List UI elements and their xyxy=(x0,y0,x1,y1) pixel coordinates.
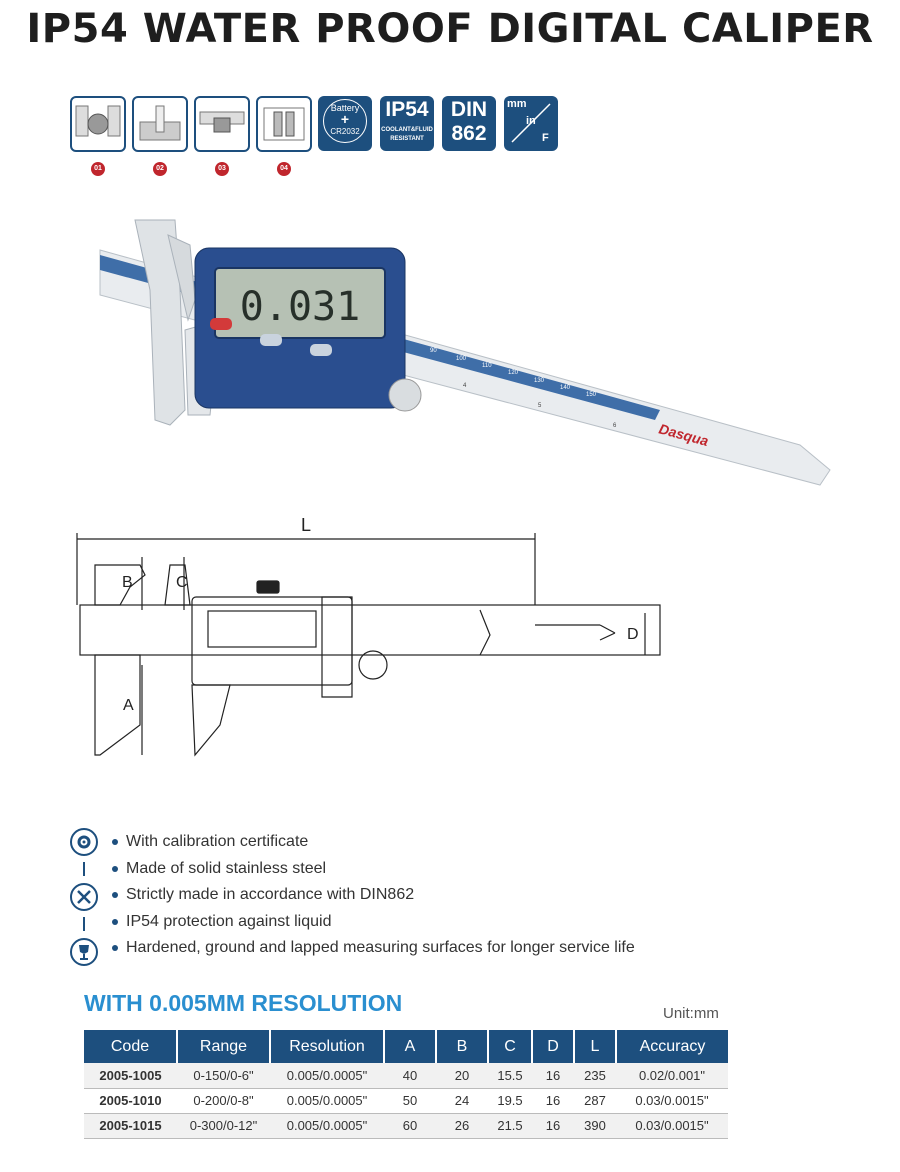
table-cell: 0-150/0-6" xyxy=(177,1063,270,1088)
feature-number: 03 xyxy=(215,162,229,176)
list-item: Made of solid stainless steel xyxy=(110,856,635,883)
badge-text: in xyxy=(526,115,536,127)
scale-mark: 4 xyxy=(463,383,467,389)
scale-mark: 6 xyxy=(613,423,617,429)
table-cell: 2005-1015 xyxy=(84,1113,177,1138)
scale-mark: 150 xyxy=(586,392,597,398)
scale-mark: 140 xyxy=(560,385,571,391)
table-row xyxy=(84,1113,728,1138)
scale-mark: 100 xyxy=(456,356,467,362)
table-cell: 287 xyxy=(574,1088,616,1113)
scale-mark: 90 xyxy=(430,348,437,354)
inside-measurement-icon xyxy=(256,96,312,152)
table-cell: 16 xyxy=(532,1088,574,1113)
table-cell: 0.02/0.001" xyxy=(616,1063,728,1088)
table-header-row xyxy=(84,1030,728,1063)
column-header: L xyxy=(574,1030,616,1063)
table-cell: 0-300/0-12" xyxy=(177,1113,270,1138)
scale-mark: 110 xyxy=(482,363,492,369)
ip54-badge xyxy=(380,96,434,151)
feature-bullet-list xyxy=(110,829,635,962)
tools-icon xyxy=(70,883,98,911)
table-cell: 0-200/0-8" xyxy=(177,1088,270,1113)
table-cell: 15.5 xyxy=(488,1063,532,1088)
column-header: C xyxy=(488,1030,532,1063)
badge-text: CR2032 xyxy=(330,127,360,136)
badge-text: + xyxy=(340,111,350,127)
dim-label-D: D xyxy=(627,626,639,643)
badge-text: COOLANT&FLUID xyxy=(381,127,433,133)
scale-mark: 120 xyxy=(508,370,519,376)
table-cell: 2005-1005 xyxy=(84,1063,177,1088)
table-cell: 390 xyxy=(574,1113,616,1138)
outside-measurement-icon xyxy=(70,96,126,152)
table-row xyxy=(84,1063,728,1088)
column-header: B xyxy=(436,1030,488,1063)
unit-switch-badge xyxy=(504,96,558,151)
list-item: Hardened, ground and lapped measuring surfaces for longer service life xyxy=(110,935,635,962)
badge-text: F xyxy=(542,132,549,144)
scale-mark: 130 xyxy=(534,378,545,384)
feature-number: 04 xyxy=(277,162,291,176)
table-cell: 24 xyxy=(436,1088,488,1113)
list-item: Strictly made in accordance with DIN862 xyxy=(110,882,635,909)
badge-text: Battery xyxy=(330,103,360,113)
column-header: D xyxy=(532,1030,574,1063)
table-cell: 2005-1010 xyxy=(84,1088,177,1113)
list-item: With calibration certificate xyxy=(110,829,635,856)
din862-badge xyxy=(442,96,496,151)
badge-text: DIN xyxy=(450,98,488,121)
column-header: Range xyxy=(177,1030,270,1063)
badge-text: RESISTANT xyxy=(390,136,424,142)
page-title: IP54 WATER PROOF DIGITAL CALIPER xyxy=(26,6,874,52)
list-item: IP54 protection against liquid xyxy=(110,909,635,936)
trophy-icon xyxy=(70,938,98,966)
feature-icons xyxy=(70,96,590,176)
column-header: Accuracy xyxy=(616,1030,728,1063)
scale-mark: 5 xyxy=(538,403,542,409)
table-cell: 16 xyxy=(532,1113,574,1138)
spec-table xyxy=(84,1030,728,1139)
dim-label-B: B xyxy=(122,574,133,591)
table-cell: 0.03/0.0015" xyxy=(616,1088,728,1113)
dim-label-L: L xyxy=(300,515,312,535)
battery-cr2032-badge xyxy=(318,96,372,151)
column-header: A xyxy=(384,1030,436,1063)
column-header: Code xyxy=(84,1030,177,1063)
unit-label: Unit:mm xyxy=(663,1005,719,1022)
feature-number: 01 xyxy=(91,162,105,176)
badge-text: mm xyxy=(507,98,527,110)
divider xyxy=(83,917,85,931)
table-cell: 0.005/0.0005" xyxy=(270,1063,384,1088)
divider xyxy=(83,862,85,876)
step-measurement-icon xyxy=(194,96,250,152)
table-cell: 21.5 xyxy=(488,1113,532,1138)
badge-text: IP54 xyxy=(385,98,429,121)
table-cell: 0.005/0.0005" xyxy=(270,1088,384,1113)
table-cell: 235 xyxy=(574,1063,616,1088)
table-cell: 60 xyxy=(384,1113,436,1138)
dimension-drawing xyxy=(60,515,680,775)
caliper-photo xyxy=(80,210,840,500)
table-row xyxy=(84,1088,728,1113)
table-cell: 20 xyxy=(436,1063,488,1088)
section-subtitle: WITH 0.005MM RESOLUTION xyxy=(84,990,403,1016)
dim-label-C: C xyxy=(176,574,188,591)
brand-logo: Dasqua xyxy=(657,420,711,449)
table-cell: 40 xyxy=(384,1063,436,1088)
column-header: Resolution xyxy=(270,1030,384,1063)
table-cell: 50 xyxy=(384,1088,436,1113)
table-cell: 26 xyxy=(436,1113,488,1138)
lcd-digits: 0.031 xyxy=(239,284,361,330)
table-cell: 19.5 xyxy=(488,1088,532,1113)
gear-icon xyxy=(70,828,98,856)
table-cell: 16 xyxy=(532,1063,574,1088)
table-cell: 0.005/0.0005" xyxy=(270,1113,384,1138)
depth-measurement-icon xyxy=(132,96,188,152)
badge-text: 862 xyxy=(451,122,487,145)
dim-label-A: A xyxy=(123,697,134,714)
feature-number: 02 xyxy=(153,162,167,176)
table-cell: 0.03/0.0015" xyxy=(616,1113,728,1138)
